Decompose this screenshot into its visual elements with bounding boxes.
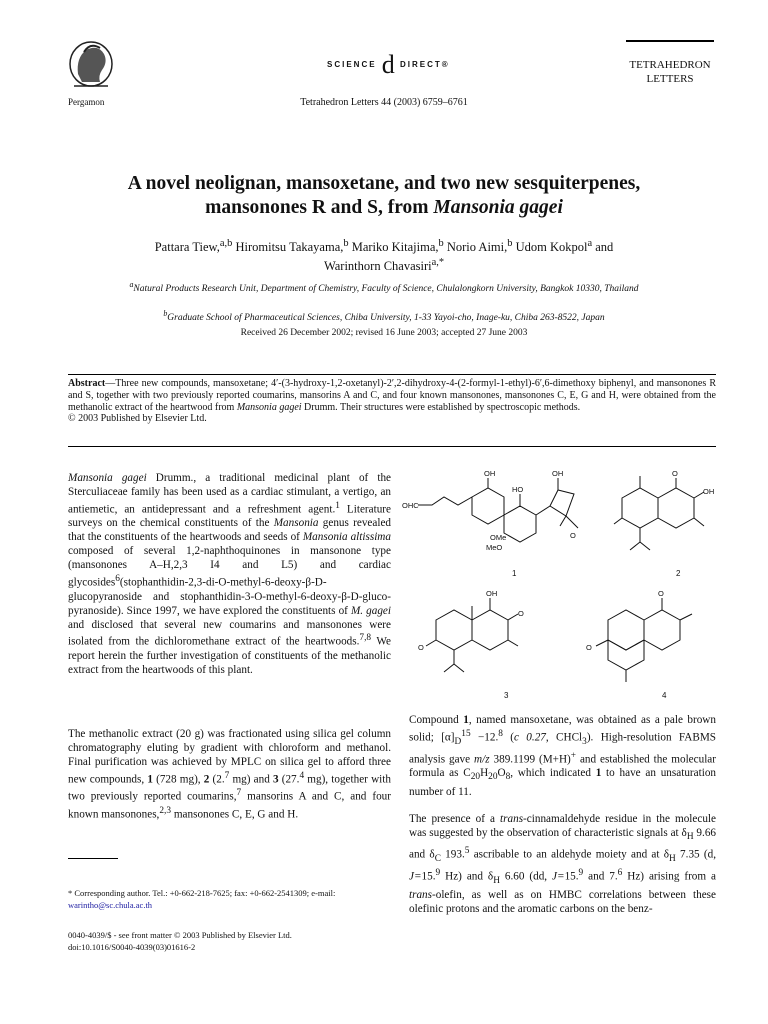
authors-line1: Pattara Tiew,$^{a,b}$ Hiromitsu Takayama,$^b$ Mariko Kitajima,$^b$ Norio Aimi,$^b$ Udom Kokpol$^a$ and <box>154 238 614 255</box>
article-title <box>60 172 708 220</box>
body-paragraph-3: Compound 1, named mansoxetane, was obtained as a pale brown solid; $[\alpha]_D^{15} -12.^8$ (c 0.27, CHCl$_3$). High-resolution FABMS analysis gave m/z 389.1199 (M+H)+ and established the molecular formula as $C_{20}H_{20}O_8$, which indicated 1 to have an unsaturation number of 11. <box>409 714 717 798</box>
doi: doi:10.1016/S0040-4039(03)01616-2 <box>68 942 196 952</box>
affiliation-b: $^b$Graduate School of Pharmaceutical Sciences, Chiba University, 1-33 Yayoi-cho, Inage-ku, Chiba 263-8522, Japan <box>163 309 605 324</box>
structure-2-labels <box>672 470 714 578</box>
abstract-label: Abstract <box>68 378 106 389</box>
journal-citation: Tetrahedron Letters 44 (2003) 6759–6761 <box>300 97 468 108</box>
authors-line2: Warinthorn Chavasiri$^{a,*}$ <box>323 257 445 274</box>
journal-name-line2: LETTERS <box>646 73 694 85</box>
structure-number: 4 <box>662 691 667 700</box>
atom-label: MeO <box>486 543 503 552</box>
sciencedirect-logo <box>327 50 450 80</box>
abstract-text: —Three new compounds, mansoxetane; 4′-(3-hydroxy-1,2-oxetanyl)-2′,2-dihydroxy-4-(2-formyl-1-ethyl)-6′,6-dimethoxy biphenyl, and mansonones R and S, together with two previously reported coumarins, mansorins A and C, and four known mansonones, mansonones C, E, G and H, were obtained from the methanolic extract of the heartwood from Mansonia gagei Drumm. Their structures were established by spectroscopic methods. <box>68 378 716 413</box>
journal-name-box <box>626 40 714 86</box>
footnote-rule <box>68 858 118 859</box>
abstract <box>68 378 716 425</box>
structure-number: 1 <box>512 569 517 578</box>
body-paragraph-4: The presence of a trans-cinnamaldehyde residue in the molecule was suggested by the observation of characteristic signals at $\delta_H$ 9.66 and $\delta_C$ 193.$^5$ ascribable to an aldehyde moiety and at $\delta_H$ 7.35 (d, J=15.$^9$ Hz) and $\delta_H$ 6.60 (dd, J=15.$^9$ and 7.$^6$ Hz) arising from a trans-olefin, as well as on HMBC correlations between these olefinic protons and the aromatic carbons on the benz- <box>409 813 717 915</box>
atom-label: O <box>586 643 592 652</box>
atom-label: OH <box>703 487 715 496</box>
received-dates: Received 26 December 2002; revised 16 June 2003; accepted 27 June 2003 <box>240 328 528 338</box>
atom-label: O <box>658 589 664 598</box>
atom-label: HO <box>512 485 524 494</box>
title-line2 <box>60 196 708 220</box>
chemical-structures-figure <box>400 470 720 705</box>
atom-label: O <box>672 470 678 478</box>
atom-label: OMe <box>490 533 507 542</box>
sciencedirect-at-icon: d <box>381 50 395 79</box>
abstract-top-rule <box>68 374 716 375</box>
title-species: Mansonia gagei <box>433 197 563 218</box>
affiliation-a: $^a$Natural Products Research Unit, Department of Chemistry, Faculty of Science, Chulalongkorn University, Bangkok 10330, Thailand <box>129 280 639 295</box>
sciencedirect-left: SCIENCE <box>327 60 377 69</box>
sciencedirect-right: DIRECT® <box>400 60 450 69</box>
author-list <box>80 236 688 274</box>
publisher-logo <box>68 40 114 94</box>
author-email-link[interactable]: warintho@sc.chula.ac.th <box>68 900 153 910</box>
atom-label: OH <box>552 470 564 478</box>
structure-number: 3 <box>504 691 509 700</box>
body-paragraph-2: The methanolic extract (20 g) was fractionated using silica gel column chromatography eluting by gradient with chloroform and methanol. Final purification was achieved by MPLC on silica gel to afford three new compounds, 1 (728 mg), 2 (2.$^7$ mg) and 3 (27.$^4$ mg), together with two previously reported coumarins,$^7$ mansorins A and C, and four known mansonones,$^{2,3}$ mansonones C, E, G and H. <box>68 728 391 821</box>
atom-label: O <box>518 609 524 618</box>
corresponding-author-footnote <box>68 887 378 911</box>
abstract-bottom-rule <box>68 446 716 447</box>
footnote-text: * Corresponding author. Tel.: +0-662-218-7625; fax: +0-662-2541309; e-mail: <box>68 888 336 898</box>
journal-name-line1: TETRAHEDRON <box>629 59 711 71</box>
publisher-name: Pergamon <box>68 97 105 107</box>
abstract-copyright: © 2003 Published by Elsevier Ltd. <box>68 413 207 425</box>
atom-label: O <box>418 643 424 652</box>
body-paragraph-1: Mansonia gagei Drumm., a traditional medicinal plant of the Sterculiaceae family has been used as a cardiac stimulant, a vertigo, an antiemetic, an antidepressant and a refreshment agent.$^1$ Literature surveys on the chemical constituents of the Mansonia genus revealed that the constituents of the heartwoods and seeds of Mansonia altissima composed of several 1,2-naphthoquinones in mansonone type (mansonones A–H,2,3 I4 and L5) and cardiac glycosides$^6$(stophanthidin-2,3-di-O-methyl-6-deoxy-β-D-glucopyranoside and stophanthidin-3-O-methyl-6-deoxy-β-D-gluco-pyranoside). Since 1997, we have explored the constituents of M. gagei and disclosed that several new coumarins and mansonones were isolated from the dichloromethane extract of the heartwoods.$^{7,8}$ We report herein the further investigation of constituents of the methanolic extract from the heartwoods of this plant. <box>68 472 392 676</box>
structure-4 <box>596 598 692 682</box>
structure-3-labels <box>418 589 524 700</box>
atom-label: OH <box>484 470 496 478</box>
structure-2 <box>614 476 704 550</box>
structure-number: 2 <box>676 569 681 578</box>
structure-3 <box>426 598 518 672</box>
front-matter <box>68 929 388 953</box>
title-line2-text: mansonones R and S, from <box>205 197 429 218</box>
atom-label: OH <box>486 589 498 598</box>
atom-label: O <box>570 531 576 540</box>
front-matter-line1: 0040-4039/$ - see front matter © 2003 Published by Elsevier Ltd. <box>68 930 292 940</box>
atom-label: OHC <box>402 501 419 510</box>
title-line1: A novel neolignan, mansoxetane, and two new sesquiterpenes, <box>127 173 641 194</box>
